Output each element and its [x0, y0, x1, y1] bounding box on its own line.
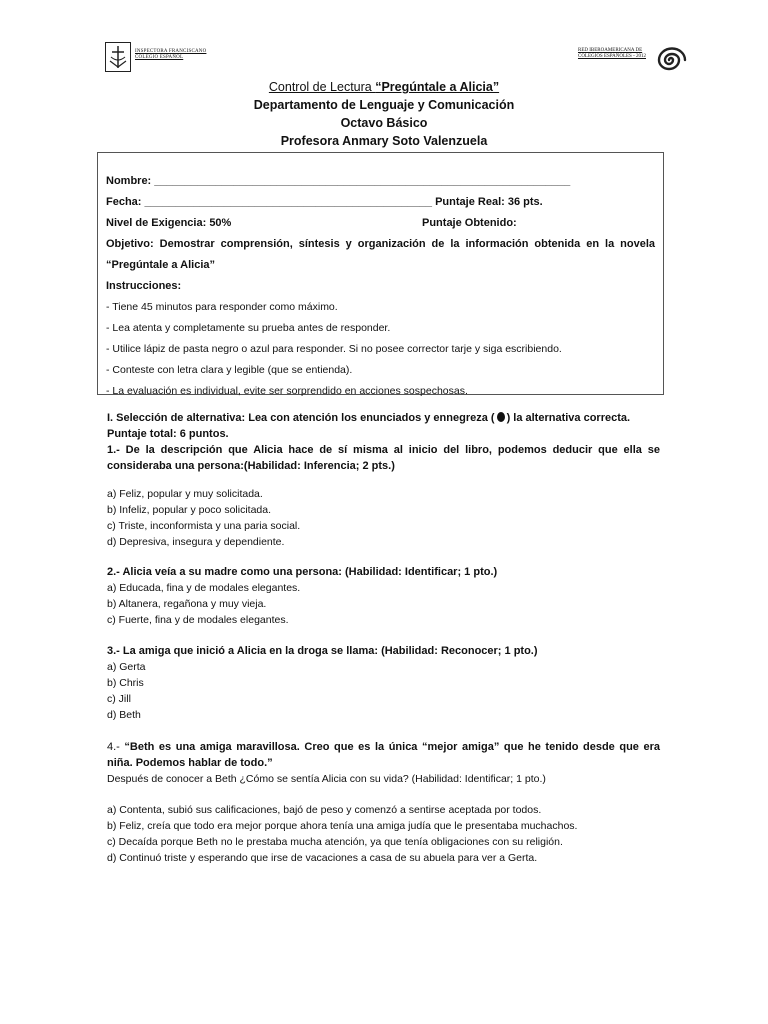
school-logo-right — [578, 46, 688, 74]
answer-option[interactable]: c) Triste, inconformista y una paria social. — [107, 520, 301, 532]
question-4-number: 4.- — [107, 741, 125, 753]
question-1: 1.- De la descripción que Alicia hace de sí misma al inicio del libro, podemos deducir que ella se consideraba una persona:(Habilidad: Inferencia; 2 pts.) — [107, 444, 660, 472]
answer-option[interactable]: b) Infeliz, popular y poco solicitada. — [107, 504, 272, 516]
answer-option[interactable]: c) Jill — [107, 693, 131, 705]
exam-header-titles — [0, 78, 768, 150]
passing-level: Nivel de Exigencia: 50% — [106, 217, 232, 229]
instruction-item: - Lea atenta y completamente su prueba antes de responder. — [106, 322, 391, 334]
filled-circle-icon — [497, 412, 505, 422]
logo-text-line: RED IBEROAMERICANA DE — [577, 48, 643, 53]
section-1 — [107, 410, 660, 474]
section-instructions-text: I. Selección de alternativa: Lea con atención los enunciados y ennegreza ( — [107, 412, 495, 424]
logo-text-line: COLEGIO ESPAÑOL — [135, 55, 184, 60]
answer-option[interactable]: c) Fuerte, fina y de modales elegantes. — [107, 614, 289, 626]
answer-option[interactable]: d) Depresiva, insegura y dependiente. — [107, 536, 285, 548]
school-name-right — [578, 48, 646, 60]
score-obtained: Puntaje Obtenido: — [422, 217, 517, 229]
school-name-left — [135, 49, 206, 61]
question-4-quote — [107, 739, 660, 771]
instructions-label: Instrucciones: — [106, 280, 182, 292]
section-instructions — [107, 410, 660, 426]
question-1-options — [107, 486, 660, 550]
department: Departamento de Lenguaje y Comunicación — [253, 98, 515, 112]
crest-icon — [105, 42, 131, 72]
answer-option[interactable]: d) Beth — [107, 709, 141, 721]
question-4-block — [107, 739, 660, 787]
grading-row — [106, 213, 655, 234]
date-field[interactable]: Fecha: _______________________________________________ Puntaje Real: 36 pts. — [106, 196, 543, 208]
answer-option[interactable]: a) Contenta, subió sus calificaciones, bajó de peso y comenzó a sentirse aceptada por todos. — [107, 804, 542, 816]
answer-option[interactable]: a) Feliz, popular y muy solicitada. — [107, 488, 263, 500]
question-4-options — [107, 802, 660, 866]
logo-text-line: COLEGIOS ESPAÑOLES - 2012 — [577, 54, 646, 59]
question-4-quote-text: “Beth es una amiga maravillosa. Creo que es la única “mejor amiga” que he tenido desde que era niña. Podemos hablar de todo.” — [107, 741, 660, 769]
answer-option[interactable]: a) Gerta — [107, 661, 146, 673]
question-3: 3.- La amiga que inició a Alicia en la droga se llama: (Habilidad: Reconocer; 1 pto.) — [107, 645, 538, 657]
question-2-block — [107, 564, 660, 628]
title-prefix: Control de Lectura — [268, 80, 376, 94]
answer-option[interactable]: a) Educada, fina y de modales elegantes. — [107, 582, 301, 594]
section-instructions-text: ) la alternativa correcta. — [506, 412, 631, 424]
spiral-logo-icon — [654, 46, 688, 74]
title-book: “Pregúntale a Alicia” — [375, 80, 500, 94]
answer-option[interactable]: d) Continuó triste y esperando que irse de vacaciones a casa de su abuela para ver a Gerta. — [107, 852, 538, 864]
instruction-item: - Conteste con letra clara y legible (que se entienda). — [106, 364, 353, 376]
teacher: Profesora Anmary Soto Valenzuela — [280, 134, 488, 148]
instruction-item: - Utilice lápiz de pasta negro o azul para responder. Si no posee corrector tarje y siga escribiendo. — [106, 343, 562, 355]
instruction-item: - Tiene 45 minutos para responder como máximo. — [106, 301, 338, 313]
exam-title — [0, 78, 768, 96]
question-4: Después de conocer a Beth ¿Cómo se sentía Alicia con su vida? (Habilidad: Identificar; 1 pto.) — [107, 773, 546, 785]
instruction-item: - La evaluación es individual, evite ser sorprendido en acciones sospechosas. — [106, 385, 468, 397]
answer-option[interactable]: b) Altanera, regañona y muy vieja. — [107, 598, 267, 610]
answer-option[interactable]: b) Chris — [107, 677, 144, 689]
name-field[interactable]: Nombre: ____________________________________________________________________ — [106, 175, 571, 187]
grade: Octavo Básico — [340, 116, 428, 130]
school-logo-left — [105, 42, 206, 72]
answer-option[interactable]: b) Feliz, creía que todo era mejor porque ahora tenía una amiga judía que le presentaba muchachos. — [107, 820, 578, 832]
answer-option[interactable]: c) Decaída porque Beth no le prestaba mucha atención, ya que tenía obligaciones con su religión. — [107, 836, 563, 848]
student-info-box — [97, 152, 664, 395]
question-2: 2.- Alicia veía a su madre como una persona: (Habilidad: Identificar; 1 pto.) — [107, 566, 498, 578]
question-3-block — [107, 643, 660, 723]
objective: Objetivo: Demostrar comprensión, síntesis y organización de la información obtenida en la novela “Pregúntale a Alicia” — [106, 238, 655, 271]
logo-text-line: INSPECTORA FRANCISCANO — [135, 49, 207, 54]
section-total: Puntaje total: 6 puntos. — [107, 428, 229, 440]
